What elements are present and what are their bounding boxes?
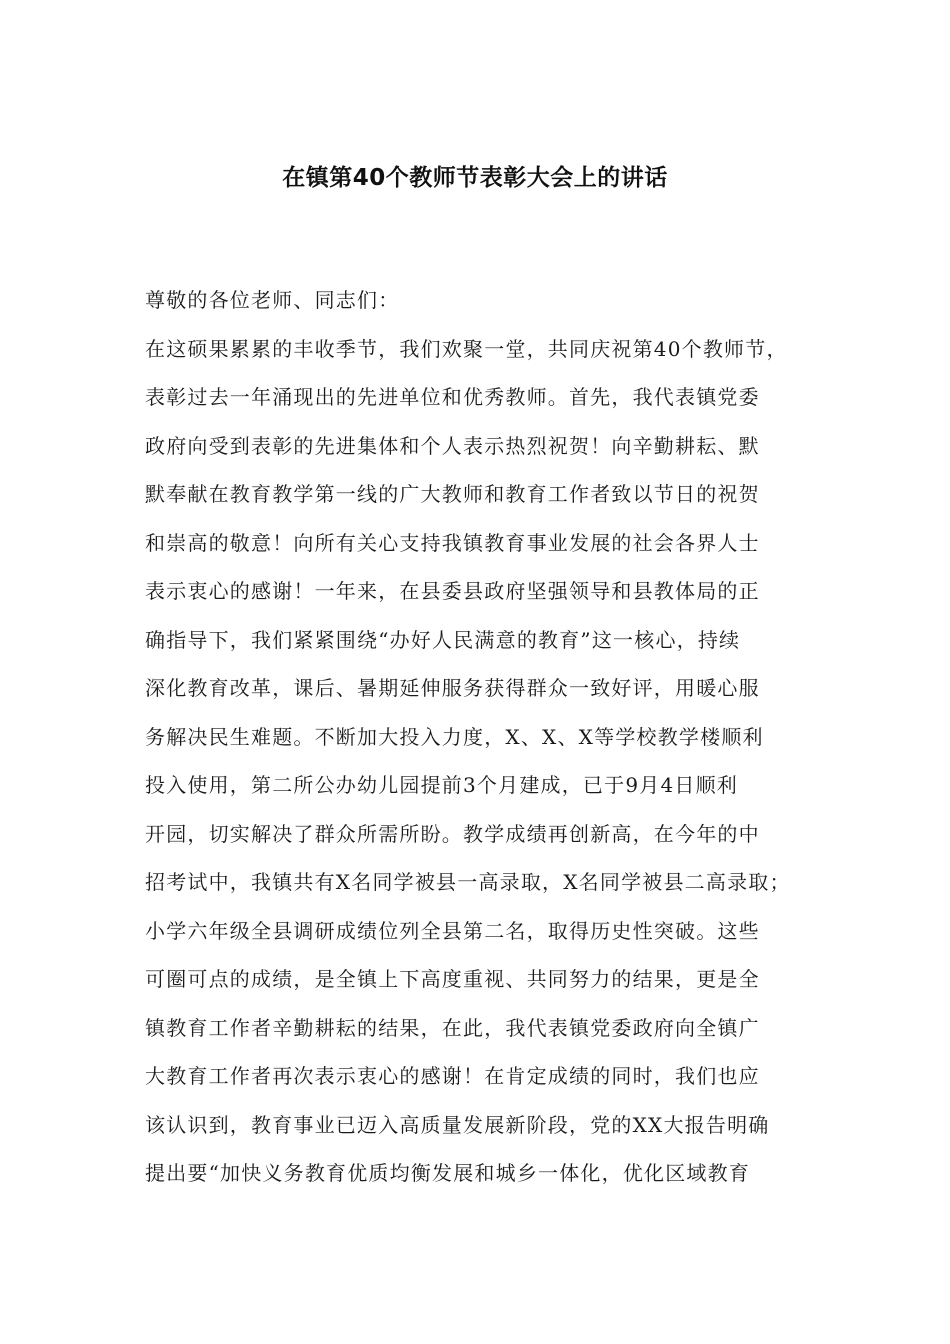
text-line: 尊敬的各位老师、同志们： xyxy=(145,288,400,312)
text-line: 小学六年级全县调研成绩位列全县第二名，取得历史性突破。这些 xyxy=(145,918,760,943)
text-line: 大教育工作者再次表示衷心的感谢！在肯定成绩的同时，我们也应 xyxy=(145,1064,760,1088)
text-line: 在这硕果累累的丰收季节，我们欢聚一堂，共同庆祝第40个教师节， xyxy=(145,336,788,361)
document-body xyxy=(145,280,815,1202)
text-line: 默奉献在教育教学第一线的广大教师和教育工作者致以节日的祝贺 xyxy=(145,482,760,506)
text-line: 表示衷心的感谢！一年来，在县委县政府坚强领导和县教体局的正 xyxy=(145,579,760,603)
text-line: 深化教育改革，课后、暑期延伸服务获得群众一致好评，用暖心服 xyxy=(145,676,760,700)
text-line: 投入使用，第二所公办幼儿园提前3个月建成，已于9月4日顺利 xyxy=(145,773,738,797)
text-line: 镇教育工作者辛勤耕耘的结果，在此，我代表镇党委政府向全镇广 xyxy=(145,1015,760,1040)
text-line: 务解决民生难题。不断加大投入力度，X、X、X等学校教学楼顺利 xyxy=(145,724,764,749)
text-line: 政府向受到表彰的先进集体和个人表示热烈祝贺！向辛勤耕耘、默 xyxy=(145,433,760,458)
text-line: 表彰过去一年涌现出的先进单位和优秀教师。首先，我代表镇党委 xyxy=(145,385,760,409)
text-line: 可圈可点的成绩，是全镇上下高度重视、共同努力的结果，更是全 xyxy=(145,967,760,991)
text-line: 开园，切实解决了群众所需所盼。教学成绩再创新高，在今年的中 xyxy=(145,821,760,846)
document-title: 在镇第40个教师节表彰大会上的讲话 xyxy=(282,165,668,191)
text-line: 招考试中，我镇共有X名同学被县一高录取，X名同学被县二高录取； xyxy=(145,870,791,894)
text-line: 确指导下，我们紧紧围绕“办好人民满意的教育”这一核心，持续 xyxy=(145,627,741,652)
text-line: 提出要“加快义务教育优质均衡发展和城乡一体化，优化区域教育 xyxy=(145,1161,751,1185)
text-line: 该认识到，教育事业已迈入高质量发展新阶段，党的XX大报告明确 xyxy=(145,1112,770,1137)
text-line: 和崇高的敬意！向所有关心支持我镇教育事业发展的社会各界人士 xyxy=(145,530,760,555)
